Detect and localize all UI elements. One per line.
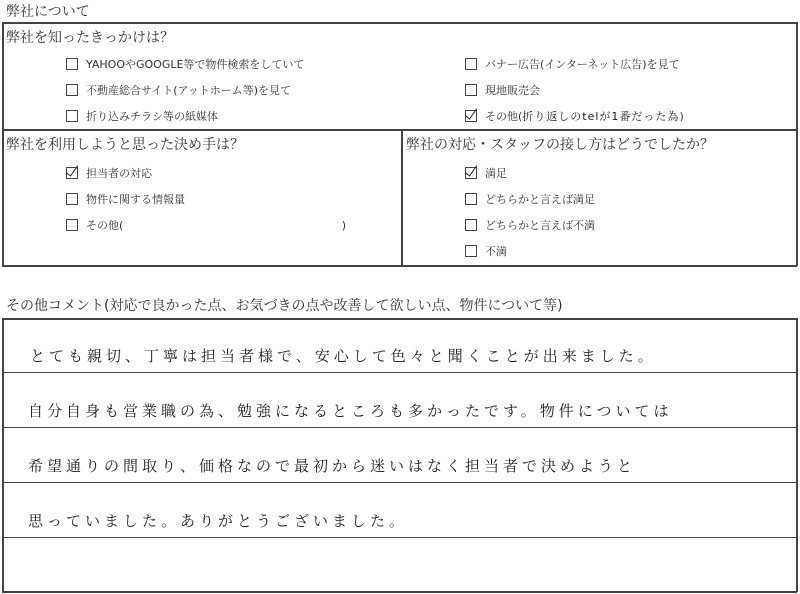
comment-rule-1 — [2, 372, 797, 373]
section1-option-portal-site[interactable]: 不動産総合サイト(アットホーム等)を見て — [66, 82, 291, 98]
comment-box-right — [796, 318, 798, 592]
section3-option-somewhat-satisfied[interactable]: どちらかと言えば満足 — [465, 191, 595, 207]
checkbox[interactable] — [465, 245, 477, 257]
section1-option-other[interactable]: その他( 折り返しのtelが1番だった為 ) — [465, 108, 684, 124]
section2-option-other[interactable]: その他( ) — [66, 217, 346, 233]
section3-question: 弊社の対応・スタッフの接し方はどうでしたか？ — [406, 137, 714, 153]
section1-question: 弊社を知ったきっかけは？ — [6, 30, 174, 46]
section2-option-staff[interactable]: 担当者の対応 — [66, 165, 152, 181]
section3-option-satisfied[interactable]: 満足 — [465, 165, 507, 181]
section1-option-open-house[interactable]: 現地販売会 — [465, 82, 540, 98]
survey-left-border — [2, 22, 4, 266]
checkbox[interactable] — [66, 58, 78, 70]
page-title: 弊社について — [6, 4, 90, 20]
other-handwritten-answer: 折り返しのtelが1番だった為 — [522, 110, 680, 123]
comment-box-bottom — [2, 591, 797, 593]
survey-bottom-border — [2, 265, 797, 267]
checkbox[interactable] — [465, 193, 477, 205]
section3-option-somewhat-dissatisfied[interactable]: どちらかと言えば不満 — [465, 217, 595, 233]
comment-rule-3 — [2, 482, 797, 483]
checkbox[interactable] — [465, 84, 477, 96]
checkbox[interactable] — [66, 110, 78, 122]
section1-option-banner[interactable]: バナー広告(インターネット広告)を見て — [465, 56, 680, 72]
section1-option-flyer[interactable]: 折り込みチラシ等の紙媒体 — [66, 108, 218, 124]
checkbox-checked[interactable] — [465, 167, 477, 179]
survey-column-divider — [401, 129, 403, 266]
comment-rule-4 — [2, 537, 797, 538]
checkbox[interactable] — [465, 219, 477, 231]
checkbox[interactable] — [465, 58, 477, 70]
checkbox[interactable] — [66, 193, 78, 205]
section1-option-search[interactable]: YAHOOやGOOGLE等で物件検索をしていて — [66, 56, 304, 72]
checkbox-checked[interactable] — [66, 167, 78, 179]
comment-rule-2 — [2, 427, 797, 428]
survey-top-border — [2, 22, 797, 24]
comment-line-1: とても親切、丁寧は担当者様で、安心して色々と聞くことが出来ました。 — [30, 347, 657, 365]
comment-box-top — [2, 318, 797, 320]
checkbox[interactable] — [66, 219, 78, 231]
section2-question: 弊社を利用しようと思った決め手は？ — [6, 137, 244, 153]
section3-option-dissatisfied[interactable]: 不満 — [465, 243, 507, 259]
comment-line-3: 希望通りの間取り、価格なので最初から迷いはなく担当者で決めようと — [28, 457, 637, 475]
comment-box-left — [2, 318, 4, 592]
checkbox[interactable] — [66, 84, 78, 96]
section2-option-info[interactable]: 物件に関する情報量 — [66, 191, 185, 207]
comment-line-2: 自分自身も営業職の為、勉強になるところも多かったです。物件については — [28, 402, 673, 420]
comments-heading: その他コメント(対応で良かった点、お気づきの点や改善して欲しい点、物件について等) — [6, 298, 563, 314]
checkbox-checked[interactable] — [465, 110, 477, 122]
survey-right-border — [796, 22, 798, 266]
survey-divider — [2, 129, 797, 131]
comment-line-4: 思っていました。ありがとうございました。 — [28, 512, 409, 530]
